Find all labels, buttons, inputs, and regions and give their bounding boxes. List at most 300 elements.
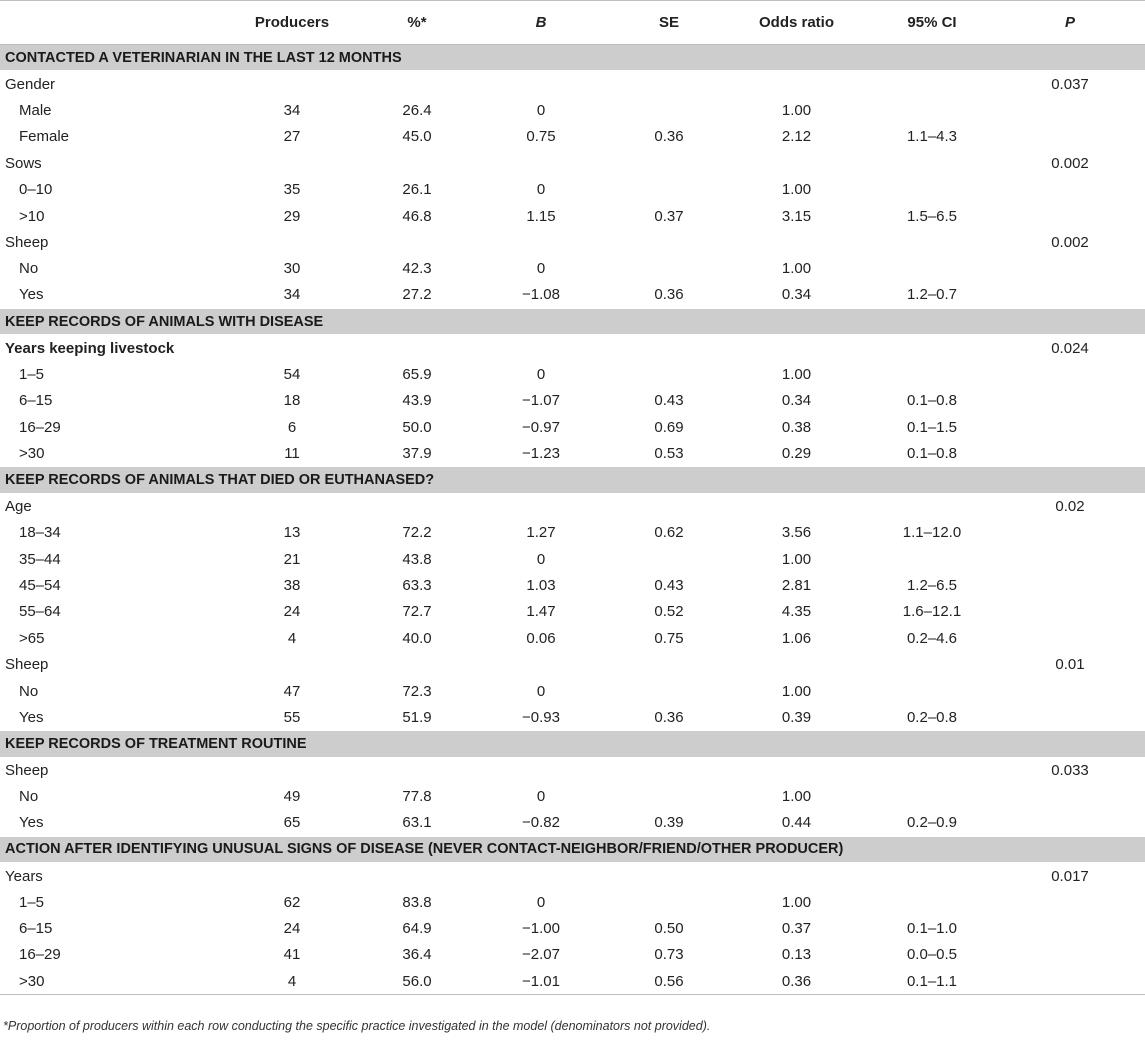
producers-cell: 11 [284, 444, 300, 462]
empty-cell [468, 651, 614, 677]
odds-ratio-cell: 0.38 [781, 418, 812, 436]
producers-cell: 38 [283, 577, 301, 594]
variable-row [0, 651, 1145, 677]
se-cell: 0.69 [654, 418, 684, 436]
empty-cell [995, 572, 1145, 598]
empty-cell [869, 335, 995, 361]
level-label: >65 [19, 629, 45, 647]
b-cell: 0 [536, 260, 546, 278]
se-cell: 0.36 [654, 128, 684, 146]
odds-ratio-cell: 0.39 [781, 708, 812, 726]
variable-name: Sows [5, 154, 42, 172]
section-row [0, 308, 1145, 334]
percent-cell: 37.9 [402, 444, 432, 462]
se-cell [614, 176, 724, 202]
empty-cell [724, 757, 869, 783]
empty-cell [995, 599, 1145, 625]
level-label: 18–34 [19, 524, 61, 542]
empty-cell [995, 388, 1145, 414]
header-odds-ratio: Odds ratio [724, 1, 869, 45]
b-cell: 0 [536, 181, 546, 199]
empty-cell [724, 229, 869, 255]
b-cell: 0 [536, 365, 546, 383]
level-label: 16–29 [19, 418, 61, 436]
percent-cell: 83.8 [402, 893, 432, 911]
header-blank [0, 1, 218, 45]
header-p: P [995, 1, 1145, 45]
empty-cell [614, 229, 724, 255]
table-row [0, 572, 1145, 598]
table-row [0, 942, 1145, 968]
percent-cell: 63.1 [402, 814, 432, 832]
header-producers: Producers [218, 1, 366, 45]
section-row [0, 467, 1145, 493]
odds-ratio-cell: 0.36 [724, 968, 869, 994]
producers-cell: 47 [283, 682, 301, 700]
variable-name: Years [5, 867, 43, 885]
empty-cell [468, 71, 614, 97]
odds-ratio-cell: 1.00 [781, 101, 812, 119]
percent-cell: 45.0 [402, 128, 432, 146]
producers-cell: 41 [283, 946, 301, 964]
ci-cell: 0.2–0.9 [906, 814, 958, 832]
empty-cell [995, 176, 1145, 202]
level-label: Yes [19, 286, 44, 304]
percent-cell: 43.9 [402, 392, 432, 410]
se-cell: 0.36 [654, 286, 684, 304]
empty-cell [366, 493, 468, 519]
table-row [0, 810, 1145, 836]
empty-cell [614, 651, 724, 677]
empty-cell [995, 520, 1145, 546]
percent-cell: 26.1 [402, 181, 432, 199]
table-header [0, 1, 1145, 45]
b-cell: −0.82 [522, 814, 560, 832]
producers-cell: 6 [287, 418, 297, 436]
footnote: *Proportion of producers within each row conducting the specific practice investigated in the model (denominators not provided). [3, 1019, 711, 1033]
odds-ratio-cell: 2.12 [781, 128, 812, 146]
empty-cell [218, 229, 366, 255]
ci-cell [869, 97, 995, 123]
se-cell [614, 678, 724, 704]
percent-cell: 64.9 [402, 920, 432, 938]
b-cell: 1.15 [526, 207, 556, 225]
section-row [0, 836, 1145, 862]
table-row [0, 889, 1145, 915]
section-title: KEEP RECORDS OF ANIMALS THAT DIED OR EUTHANASED? [0, 467, 1145, 493]
empty-cell [869, 71, 995, 97]
empty-cell [614, 335, 724, 361]
variable-row [0, 335, 1145, 361]
table-row [0, 546, 1145, 572]
ci-cell [869, 176, 995, 202]
table-row [0, 625, 1145, 651]
table-row [0, 361, 1145, 387]
level-label: >30 [0, 968, 218, 994]
b-cell: 1.03 [526, 577, 556, 594]
level-label: Female [19, 128, 70, 146]
se-cell: 0.73 [654, 946, 684, 964]
empty-cell [995, 256, 1145, 282]
b-cell: 0 [536, 788, 546, 806]
p-value-cell: 0.037 [1051, 75, 1089, 93]
odds-ratio-cell: 0.34 [781, 392, 812, 410]
ci-cell [869, 783, 995, 809]
empty-cell [366, 757, 468, 783]
ci-cell: 0.2–4.6 [906, 629, 958, 647]
ci-cell [869, 678, 995, 704]
percent-cell: 46.8 [402, 207, 432, 225]
odds-ratio-cell: 0.37 [781, 920, 812, 938]
empty-cell [218, 71, 366, 97]
ci-cell: 1.2–0.7 [906, 286, 958, 304]
percent-cell: 72.2 [402, 524, 432, 542]
empty-cell [468, 863, 614, 889]
b-cell: 0 [536, 101, 546, 119]
se-cell [614, 361, 724, 387]
odds-ratio-cell: 0.34 [781, 286, 812, 304]
b-cell: 0 [536, 550, 546, 568]
variable-name: Sheep [5, 761, 49, 779]
percent-cell: 63.3 [402, 577, 432, 594]
level-label: 0–10 [19, 181, 53, 199]
odds-ratio-cell: 0.13 [781, 946, 812, 964]
level-label: 45–54 [19, 577, 61, 594]
b-cell: −1.01 [468, 968, 614, 994]
empty-cell [724, 71, 869, 97]
level-label: 35–44 [19, 550, 61, 568]
producers-cell: 55 [283, 708, 301, 726]
odds-ratio-cell: 0.29 [781, 444, 812, 462]
ci-cell [869, 889, 995, 915]
b-cell: 0 [536, 682, 546, 700]
odds-ratio-cell: 1.00 [781, 682, 812, 700]
b-cell: −1.23 [522, 444, 560, 462]
empty-cell [366, 71, 468, 97]
empty-cell [995, 783, 1145, 809]
odds-ratio-cell: 1.00 [781, 550, 812, 568]
empty-cell [995, 810, 1145, 836]
empty-cell [995, 124, 1145, 150]
variable-row [0, 150, 1145, 176]
b-cell: −2.07 [522, 946, 560, 964]
se-cell: 0.53 [654, 444, 684, 462]
level-label: No [19, 788, 39, 806]
percent-cell: 40.0 [402, 629, 432, 647]
empty-cell [724, 335, 869, 361]
level-label: No [19, 682, 39, 700]
variable-row [0, 493, 1145, 519]
percent-cell: 72.7 [402, 603, 432, 621]
empty-cell [366, 651, 468, 677]
empty-cell [218, 757, 366, 783]
table-row [0, 256, 1145, 282]
level-label: No [19, 260, 39, 278]
se-cell: 0.43 [654, 577, 684, 594]
table-row [0, 203, 1145, 229]
empty-cell [366, 335, 468, 361]
variable-name: Sheep [5, 233, 49, 251]
section-title: KEEP RECORDS OF ANIMALS WITH DISEASE [0, 308, 1145, 334]
variable-name: Age [5, 498, 32, 516]
level-label: 1–5 [19, 893, 45, 911]
empty-cell [366, 863, 468, 889]
producers-cell: 27 [283, 128, 301, 146]
empty-cell [218, 493, 366, 519]
producers-cell: 29 [283, 207, 301, 225]
empty-cell [995, 361, 1145, 387]
empty-cell [614, 493, 724, 519]
p-value-cell: 0.002 [1051, 154, 1089, 172]
variable-row [0, 229, 1145, 255]
header-ci: 95% CI [869, 1, 995, 45]
producers-cell: 49 [283, 788, 301, 806]
odds-ratio-cell: 1.06 [781, 629, 812, 647]
p-value-cell: 0.024 [1051, 339, 1089, 357]
se-cell: 0.50 [654, 920, 684, 938]
percent-cell: 27.2 [402, 286, 432, 304]
empty-cell [724, 651, 869, 677]
ci-cell: 0.1–0.8 [906, 392, 958, 410]
odds-ratio-cell: 1.00 [781, 788, 812, 806]
table-row [0, 414, 1145, 440]
percent-cell: 77.8 [402, 788, 432, 806]
section-title: KEEP RECORDS OF TREATMENT ROUTINE [0, 731, 1145, 757]
ci-cell: 0.1–1.1 [869, 968, 995, 994]
producers-cell: 54 [283, 365, 301, 383]
producers-cell: 4 [287, 629, 297, 647]
table-row [0, 388, 1145, 414]
variable-row [0, 757, 1145, 783]
producers-cell: 18 [283, 392, 301, 410]
percent-cell: 42.3 [402, 260, 432, 278]
table-row [0, 704, 1145, 730]
empty-cell [218, 335, 366, 361]
se-cell [614, 256, 724, 282]
p-value-cell: 0.002 [1051, 233, 1089, 251]
header-se: SE [614, 1, 724, 45]
se-cell: 0.62 [654, 524, 684, 542]
empty-cell [468, 335, 614, 361]
empty-cell [614, 863, 724, 889]
producers-cell: 34 [283, 286, 301, 304]
ci-cell: 1.2–6.5 [906, 577, 958, 594]
percent-cell: 56.0 [366, 968, 468, 994]
table-row [0, 440, 1145, 466]
table-row [0, 124, 1145, 150]
se-cell: 0.37 [654, 207, 684, 225]
level-label: Male [19, 101, 52, 119]
b-cell: −0.93 [522, 708, 560, 726]
empty-cell [995, 704, 1145, 730]
producers-cell: 21 [283, 550, 301, 568]
variable-name: Gender [5, 75, 56, 93]
empty-cell [995, 915, 1145, 941]
se-cell [614, 783, 724, 809]
empty-cell [869, 651, 995, 677]
level-label: 6–15 [19, 392, 53, 410]
empty-cell [995, 97, 1145, 123]
level-label: 6–15 [19, 920, 53, 938]
table-row [0, 783, 1145, 809]
se-cell: 0.39 [654, 814, 684, 832]
producers-cell: 30 [283, 260, 301, 278]
percent-cell: 43.8 [402, 550, 432, 568]
se-cell [614, 97, 724, 123]
table-row [0, 176, 1145, 202]
odds-ratio-cell: 4.35 [781, 603, 812, 621]
producers-cell: 13 [283, 524, 301, 542]
odds-ratio-cell: 1.00 [781, 181, 812, 199]
b-cell: 0.06 [526, 629, 556, 647]
p-value-cell: 0.02 [1055, 498, 1085, 516]
table-row [0, 599, 1145, 625]
b-cell: −1.07 [522, 392, 560, 410]
empty-cell [995, 889, 1145, 915]
empty-cell [995, 968, 1145, 994]
b-cell: −1.08 [522, 286, 560, 304]
ci-cell: 0.1–1.0 [906, 920, 958, 938]
producers-cell: 35 [283, 181, 301, 199]
ci-cell [869, 256, 995, 282]
empty-cell [614, 71, 724, 97]
odds-ratio-cell: 1.00 [781, 365, 812, 383]
empty-cell [724, 150, 869, 176]
section-title: CONTACTED A VETERINARIAN IN THE LAST 12 MONTHS [0, 45, 1145, 71]
empty-cell [869, 229, 995, 255]
variable-name: Sheep [5, 656, 49, 674]
ci-cell: 1.5–6.5 [906, 207, 958, 225]
odds-ratio-cell: 1.00 [781, 893, 812, 911]
header-b: B [468, 1, 614, 45]
table-row [0, 968, 1145, 994]
empty-cell [869, 863, 995, 889]
b-cell: 0 [536, 893, 546, 911]
empty-cell [995, 440, 1145, 466]
ci-cell [869, 361, 995, 387]
empty-cell [614, 150, 724, 176]
empty-cell [995, 942, 1145, 968]
level-label: 55–64 [19, 603, 61, 621]
empty-cell [468, 493, 614, 519]
odds-ratio-cell: 0.44 [781, 814, 812, 832]
table-row [0, 678, 1145, 704]
table-row [0, 97, 1145, 123]
empty-cell [869, 757, 995, 783]
empty-cell [366, 229, 468, 255]
se-cell [614, 546, 724, 572]
empty-cell [366, 150, 468, 176]
se-cell: 0.52 [654, 603, 684, 621]
empty-cell [468, 150, 614, 176]
table-row [0, 915, 1145, 941]
se-cell: 0.56 [614, 968, 724, 994]
section-row [0, 731, 1145, 757]
empty-cell [218, 651, 366, 677]
ci-cell: 1.1–4.3 [906, 128, 958, 146]
percent-cell: 72.3 [402, 682, 432, 700]
empty-cell [869, 493, 995, 519]
table-row [0, 520, 1145, 546]
se-cell: 0.75 [654, 629, 684, 647]
odds-ratio-cell: 1.00 [781, 260, 812, 278]
ci-cell [869, 546, 995, 572]
se-cell: 0.36 [654, 708, 684, 726]
p-value-cell: 0.017 [1051, 867, 1089, 885]
b-cell: 1.27 [526, 524, 556, 542]
percent-cell: 26.4 [402, 101, 432, 119]
producers-cell: 4 [218, 968, 366, 994]
level-label: Yes [19, 814, 44, 832]
empty-cell [995, 625, 1145, 651]
producers-cell: 34 [283, 101, 301, 119]
b-cell: −0.97 [522, 418, 560, 436]
section-row [0, 45, 1145, 71]
level-label: >30 [19, 444, 45, 462]
ci-cell: 0.1–0.8 [906, 444, 958, 462]
odds-ratio-cell: 3.56 [781, 524, 812, 542]
empty-cell [218, 150, 366, 176]
ci-cell: 0.1–1.5 [906, 418, 958, 436]
ci-cell: 1.1–12.0 [902, 524, 962, 542]
p-value-cell: 0.01 [1055, 656, 1085, 674]
se-cell: 0.43 [654, 392, 684, 410]
level-label: Yes [19, 708, 44, 726]
header-row [0, 1, 1145, 45]
empty-cell [468, 757, 614, 783]
section-title: ACTION AFTER IDENTIFYING UNUSUAL SIGNS OF DISEASE (NEVER CONTACT-NEIGHBOR/FRIEND/OTHER PRODUCER) [0, 836, 1145, 862]
level-label: 16–29 [19, 946, 61, 964]
empty-cell [724, 493, 869, 519]
table-row [0, 282, 1145, 308]
ci-cell: 0.0–0.5 [906, 946, 958, 964]
producers-cell: 24 [283, 920, 301, 938]
percent-cell: 36.4 [402, 946, 432, 964]
percent-cell: 65.9 [402, 365, 432, 383]
se-cell [614, 889, 724, 915]
table-body [0, 45, 1145, 995]
percent-cell: 51.9 [402, 708, 432, 726]
level-label: >10 [19, 207, 45, 225]
b-cell: −1.00 [522, 920, 560, 938]
empty-cell [995, 678, 1145, 704]
empty-cell [995, 282, 1145, 308]
ci-cell: 1.6–12.1 [902, 603, 962, 621]
empty-cell [995, 546, 1145, 572]
empty-cell [468, 229, 614, 255]
percent-cell: 50.0 [402, 418, 432, 436]
producers-cell: 65 [283, 814, 301, 832]
empty-cell [995, 414, 1145, 440]
odds-ratio-cell: 2.81 [781, 577, 812, 594]
level-label: 1–5 [19, 365, 45, 383]
header-percent: %* [366, 1, 468, 45]
empty-cell [995, 203, 1145, 229]
empty-cell [724, 863, 869, 889]
producers-cell: 24 [283, 603, 301, 621]
b-cell: 0.75 [526, 128, 556, 146]
odds-ratio-cell: 3.15 [781, 207, 812, 225]
producers-cell: 62 [283, 893, 301, 911]
empty-cell [614, 757, 724, 783]
variable-name: Years keeping livestock [5, 339, 175, 357]
variable-row [0, 863, 1145, 889]
p-value-cell: 0.033 [1051, 761, 1089, 779]
variable-row [0, 71, 1145, 97]
empty-cell [869, 150, 995, 176]
ci-cell: 0.2–0.8 [906, 708, 958, 726]
b-cell: 1.47 [526, 603, 556, 621]
